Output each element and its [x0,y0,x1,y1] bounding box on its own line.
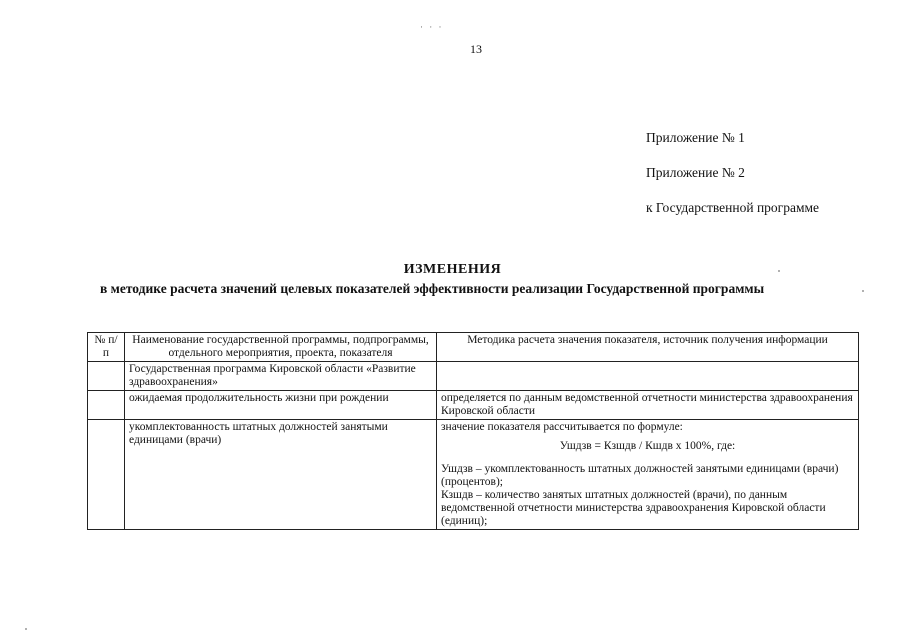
document-subtitle: в методике расчета значений целевых показателей эффективности реализации Государственной программы [100,281,765,296]
cell-num [88,420,125,530]
appendix-line-3: к Государственной программе [646,200,820,215]
table-row [88,362,859,391]
cell-method [437,420,859,530]
cell-name: Государственная программа Кировской области «Развитие здравоохранения» [125,362,437,391]
scan-speck [862,290,864,292]
formula: Ушдзв = Кзшдв / Кшдв х 100%, где: [559,440,736,452]
cell-name: ожидаемая продолжительность жизни при рождении [125,391,437,420]
method-intro: значение показателя рассчитывается по формуле: [441,421,683,433]
header-method: Методика расчета значения показателя, источник получения информации [437,333,859,362]
cell-num [88,391,125,420]
method-definition-2: Кзшдв – количество занятых штатных должностей (врачи), по данным ведомственной отчетности министерства здравоохранения Кировской области (единиц); [441,489,826,527]
cell-name: укомплектованность штатных должностей занятыми единицами (врачи) [125,420,437,530]
table-row [88,391,859,420]
table-row [88,420,859,530]
cell-method [437,362,859,391]
header-name: Наименование государственной программы, подпрограммы, отдельного мероприятия, проекта, показателя [125,333,437,362]
appendix-line-2: Приложение № 2 [646,165,745,180]
page-number: 13 [470,42,482,56]
scan-speck [778,270,780,272]
cell-method: определяется по данным ведомственной отчетности министерства здравоохранения Кировской области [437,391,859,420]
document-title: ИЗМЕНЕНИЯ [403,262,502,277]
method-definition-1: Ушдзв – укомплектованность штатных должностей занятыми единицами (врачи) (процентов); [441,463,839,488]
header-num: № п/п [88,333,125,362]
changes-table [87,332,859,530]
table-header-row [88,333,859,362]
appendix-line-1: Приложение № 1 [646,130,745,145]
stamp-marks: · · · [420,22,444,32]
scan-speck [25,628,27,630]
cell-num [88,362,125,391]
